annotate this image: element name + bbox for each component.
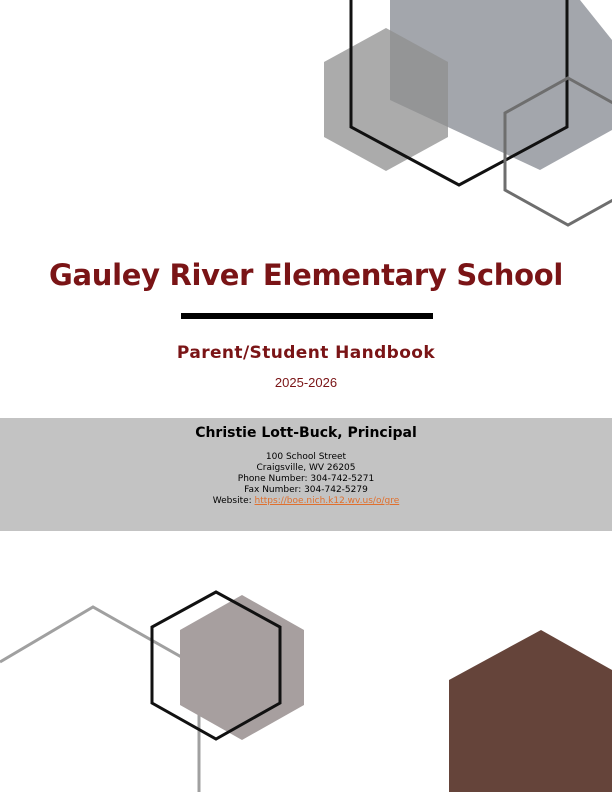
website-line (0, 496, 612, 507)
principal-name: Christie Lott-Buck, Principal (195, 425, 417, 441)
website-link[interactable]: https://boe.nich.k12.wv.us/o/gre (254, 496, 400, 506)
fax-number: Fax Number: 304-742-5279 (244, 485, 368, 495)
title-divider (181, 313, 433, 319)
school-year: 2025-2026 (274, 375, 338, 390)
school-name: Gauley River Elementary School (48, 258, 564, 292)
hexagon-brown (449, 630, 612, 792)
website-label: Website: (212, 496, 255, 506)
city-state-zip: Craigsville, WV 26205 (256, 463, 356, 473)
hexagon-outline-lightgray (0, 607, 199, 792)
document-title: Parent/Student Handbook (176, 343, 436, 363)
street-address: 100 School Street (265, 452, 347, 462)
phone-number: Phone Number: 304-742-5271 (237, 474, 375, 484)
contact-block (0, 452, 612, 507)
